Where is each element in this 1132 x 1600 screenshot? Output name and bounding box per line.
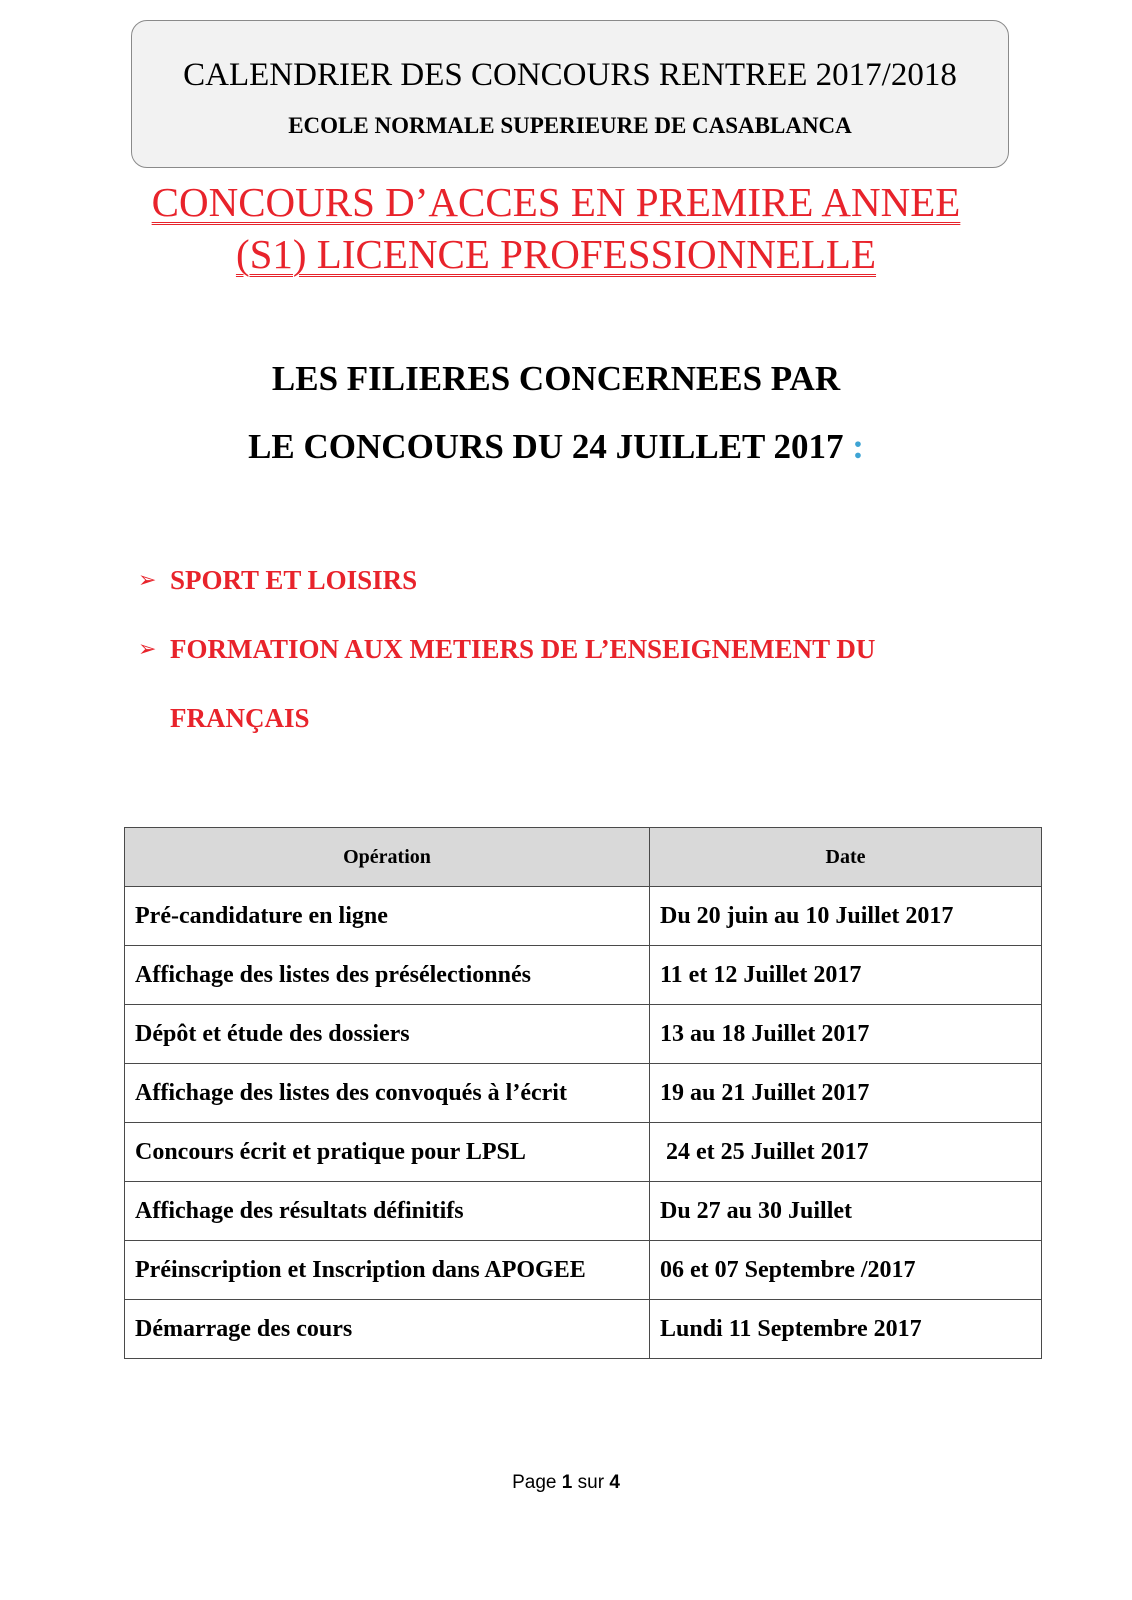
date-cell: Lundi 11 Septembre 2017 xyxy=(650,1300,1042,1359)
operation-cell: Dépôt et étude des dossiers xyxy=(125,1005,650,1064)
page-prefix: Page xyxy=(512,1472,557,1493)
page-number xyxy=(0,1472,1132,1494)
list-item-label: FORMATION AUX METIERS DE L’ENSEIGNEMENT DU FRANÇAIS xyxy=(170,634,876,733)
schedule-table xyxy=(124,827,1042,1359)
date-cell: 24 et 25 Juillet 2017 xyxy=(650,1123,1042,1182)
operation-cell: Concours écrit et pratique pour LPSL xyxy=(125,1123,650,1182)
calendar-title: CALENDRIER DES CONCOURS RENTREE 2017/2018 xyxy=(183,57,957,93)
contest-title xyxy=(100,176,1012,280)
operation-cell: Affichage des résultats définitifs xyxy=(125,1182,650,1241)
operation-cell: Démarrage des cours xyxy=(125,1300,650,1359)
column-header-operation: Opération xyxy=(125,828,650,887)
operation-cell: Affichage des listes des convoqués à l’écrit xyxy=(125,1064,650,1123)
filieres-heading-line-2 xyxy=(100,413,1012,481)
list-item xyxy=(138,615,1018,753)
table-header-row xyxy=(125,828,1042,887)
date-cell: 11 et 12 Juillet 2017 xyxy=(650,946,1042,1005)
table-row xyxy=(125,887,1042,946)
operation-cell: Affichage des listes des présélectionnés xyxy=(125,946,650,1005)
arrowhead-right-icon: ➢ xyxy=(138,637,157,662)
filieres-heading-line-1: LES FILIERES CONCERNEES PAR xyxy=(271,359,841,398)
date-cell: Du 27 au 30 Juillet xyxy=(650,1182,1042,1241)
table-row xyxy=(125,1182,1042,1241)
contest-title-line-2: (S1) LICENCE PROFESSIONNELLE xyxy=(235,231,877,277)
page-separator: sur xyxy=(577,1472,605,1493)
filieres-heading-line-2-text: LE CONCOURS DU 24 JUILLET 2017 xyxy=(248,427,844,466)
header-box xyxy=(131,20,1009,168)
table-row xyxy=(125,1300,1042,1359)
date-cell: 13 au 18 Juillet 2017 xyxy=(650,1005,1042,1064)
contest-title-line-1: CONCOURS D’ACCES EN PREMIRE ANNEE xyxy=(151,179,961,225)
operation-cell: Pré-candidature en ligne xyxy=(125,887,650,946)
filieres-list xyxy=(138,546,1018,753)
table-row xyxy=(125,1123,1042,1182)
table-row xyxy=(125,1005,1042,1064)
list-item xyxy=(138,546,1018,615)
colon-accent: : xyxy=(852,427,864,466)
table-row xyxy=(125,1241,1042,1300)
page-current: 1 xyxy=(561,1472,573,1493)
page-total: 4 xyxy=(609,1472,620,1493)
operation-cell: Préinscription et Inscription dans APOGEE xyxy=(125,1241,650,1300)
column-header-date: Date xyxy=(650,828,1042,887)
date-cell: Du 20 juin au 10 Juillet 2017 xyxy=(650,887,1042,946)
table-row xyxy=(125,946,1042,1005)
date-cell: 19 au 21 Juillet 2017 xyxy=(650,1064,1042,1123)
table-row xyxy=(125,1064,1042,1123)
filieres-heading xyxy=(100,345,1012,481)
arrowhead-right-icon: ➢ xyxy=(138,568,157,593)
list-item-label: SPORT ET LOISIRS xyxy=(170,565,418,595)
date-cell: 06 et 07 Septembre /2017 xyxy=(650,1241,1042,1300)
school-name: ECOLE NORMALE SUPERIEURE DE CASABLANCA xyxy=(288,113,852,138)
